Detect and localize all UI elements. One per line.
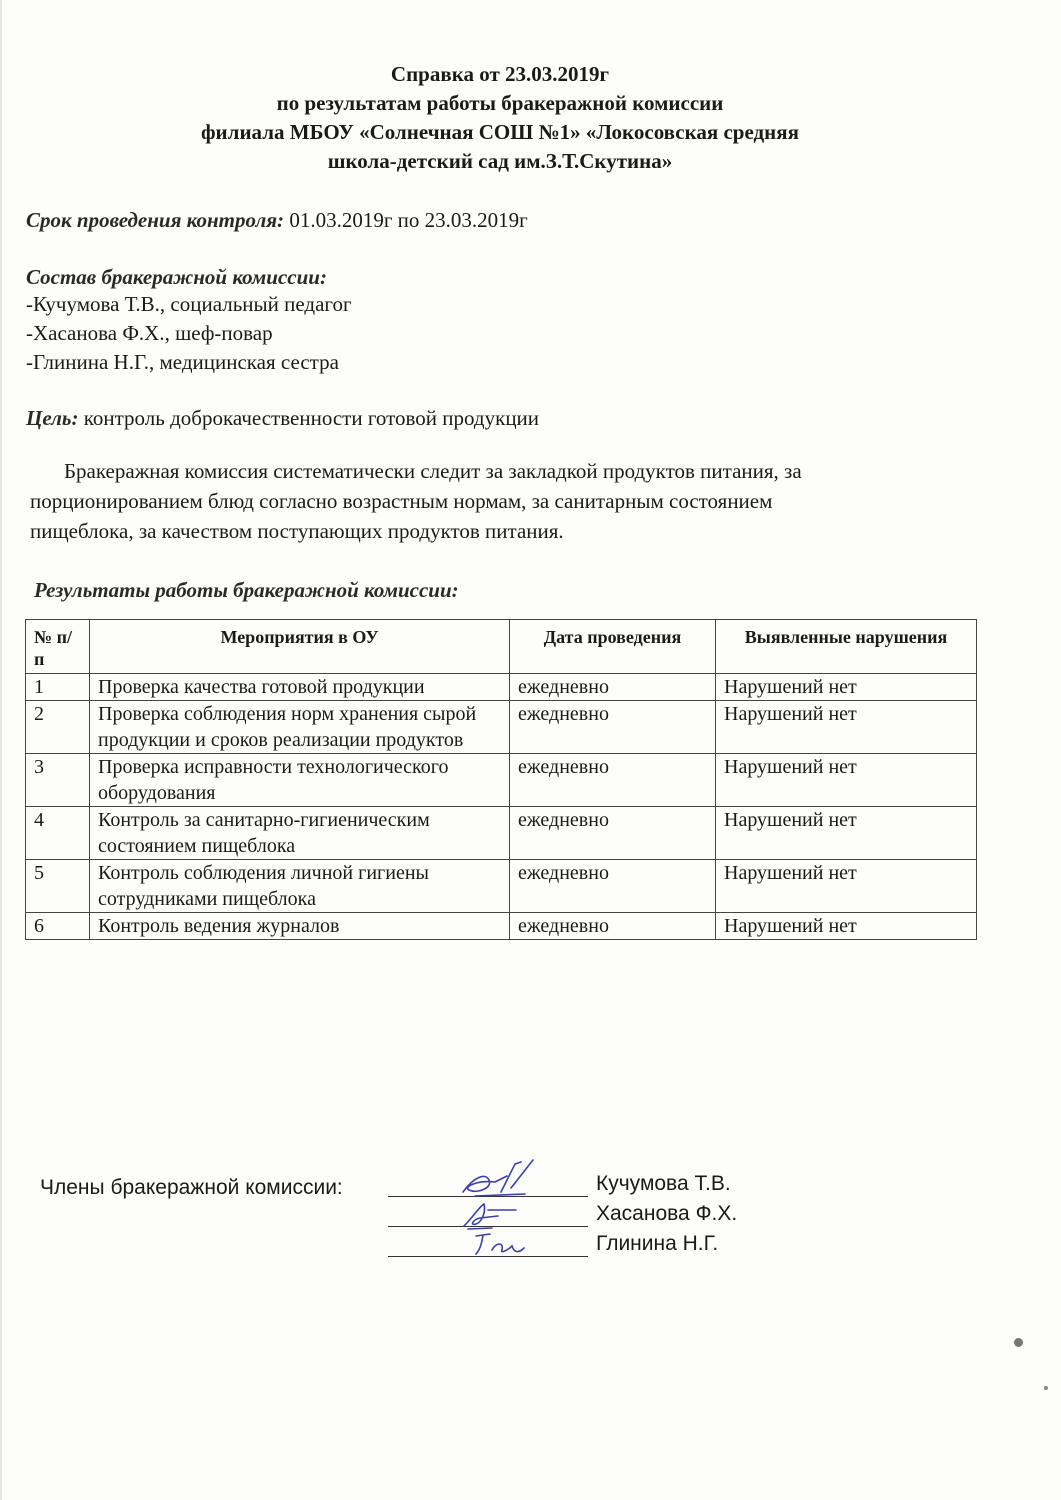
table-row — [26, 674, 977, 701]
row-result: Нарушений нет — [716, 754, 977, 807]
row-result: Нарушений нет — [716, 674, 977, 701]
signature-line — [388, 1196, 588, 1197]
table-row — [26, 913, 977, 940]
description-paragraph — [30, 456, 960, 546]
commission-label: Состав бракеражной комиссии: — [26, 265, 327, 289]
results-table — [25, 619, 977, 940]
signatures-label: Члены бракеражной комиссии: — [40, 1176, 343, 1199]
column-header-violations: Выявленные нарушения — [716, 620, 977, 674]
title-line-1: Справка от 23.03.2019г — [390, 62, 610, 86]
row-activity: Проверка исправности технологического оборудования — [90, 754, 510, 807]
row-date: ежедневно — [510, 913, 716, 940]
table-row — [26, 807, 977, 860]
row-activity: Контроль ведения журналов — [90, 913, 510, 940]
commission-member: -Кучумова Т.В., социальный педагог — [26, 292, 352, 316]
row-number: 5 — [26, 860, 90, 913]
signer-name: Кучумова Т.В. — [596, 1172, 731, 1195]
paragraph-line: пищеблока, за качеством поступающих продуктов питания. — [30, 519, 564, 543]
commission-member: -Хасанова Ф.Х., шеф-повар — [26, 321, 273, 345]
row-activity: Проверка качества готовой продукции — [90, 674, 510, 701]
paragraph-line: порционированием блюд согласно возрастным нормам, за санитарным состоянием — [30, 489, 773, 513]
title-line-4: школа-детский сад им.З.Т.Скутина» — [327, 149, 673, 173]
row-number: 6 — [26, 913, 90, 940]
paragraph-line: Бракеражная комиссия систематически следит за закладкой продуктов питания, за — [64, 459, 802, 483]
table-row — [26, 860, 977, 913]
table-row — [26, 754, 977, 807]
signature-line — [388, 1226, 588, 1227]
row-date: ежедневно — [510, 860, 716, 913]
row-activity: Проверка соблюдения норм хранения сырой продукции и сроков реализации продуктов — [90, 701, 510, 754]
signature-2-icon — [458, 1200, 528, 1232]
commission-heading — [26, 264, 327, 291]
results-heading — [34, 577, 459, 604]
scan-speck — [1014, 1338, 1023, 1347]
title-line-3: филиала МБОУ «Солнечная СОШ №1» «Локосовская средняя — [201, 120, 799, 144]
title-line-2: по результатам работы бракеражной комиссии — [276, 91, 724, 115]
row-date: ежедневно — [510, 701, 716, 754]
control-period-value: 01.03.2019г по 23.03.2019г — [289, 208, 528, 232]
control-period — [26, 207, 528, 234]
results-heading-text: Результаты работы бракеражной комиссии: — [34, 578, 459, 602]
goal — [26, 405, 539, 432]
document-title — [0, 60, 1000, 176]
row-date: ежедневно — [510, 754, 716, 807]
control-period-label: Срок проведения контроля: — [26, 208, 285, 232]
column-header-number: № п/п — [26, 620, 90, 674]
commission-member: -Глинина Н.Г., медицинская сестра — [26, 350, 339, 374]
column-header-date: Дата проведения — [510, 620, 716, 674]
signature-line — [388, 1256, 588, 1257]
row-result: Нарушений нет — [716, 807, 977, 860]
row-result: Нарушений нет — [716, 913, 977, 940]
row-date: ежедневно — [510, 674, 716, 701]
row-result: Нарушений нет — [716, 701, 977, 754]
goal-label: Цель: — [26, 406, 79, 430]
row-number: 3 — [26, 754, 90, 807]
row-date: ежедневно — [510, 807, 716, 860]
row-number: 4 — [26, 807, 90, 860]
column-header-activity: Мероприятия в ОУ — [90, 620, 510, 674]
row-activity: Контроль соблюдения личной гигиены сотрудниками пищеблока — [90, 860, 510, 913]
row-activity: Контроль за санитарно-гигиеническим состоянием пищеблока — [90, 807, 510, 860]
commission-members — [26, 291, 352, 376]
table-row — [26, 701, 977, 754]
signer-name: Хасанова Ф.Х. — [596, 1202, 738, 1225]
goal-value: контроль доброкачественности готовой продукции — [83, 406, 540, 430]
row-result: Нарушений нет — [716, 860, 977, 913]
scan-speck — [1044, 1386, 1048, 1390]
row-number: 1 — [26, 674, 90, 701]
signer-name: Глинина Н.Г. — [596, 1232, 719, 1255]
row-number: 2 — [26, 701, 90, 754]
table-header-row — [26, 620, 977, 674]
